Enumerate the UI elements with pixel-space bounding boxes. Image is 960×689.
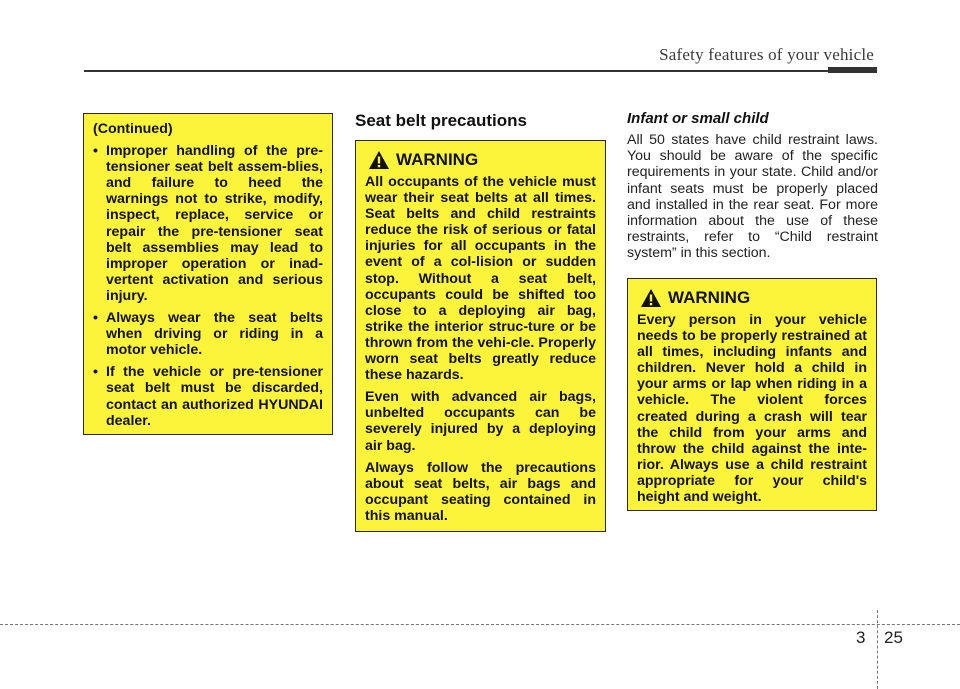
header-rule [84, 70, 828, 72]
warning-paragraph: Every person in your vehicle needs to be properly restrained at all times, including infants and children. Never hold a child in your arms or lap when riding in a vehicle. The violent forces created during a crash will tear the child from your arms and throw the child against the inte-rior. Always use a child restraint appropriate for your child's height and weight. [637, 312, 867, 506]
warning-label: WARNING [668, 288, 751, 307]
bullet-text: If the vehicle or pre-tensioner seat belt must be discarded, contact an authorized HYUNDAI dealer. [106, 364, 323, 429]
bullet-icon: • [93, 310, 98, 327]
list-item [93, 364, 323, 428]
bullet-text: Always wear the seat belts when driving or riding in a motor vehicle. [106, 310, 323, 359]
continued-box [83, 113, 333, 435]
warning-triangle-icon [368, 150, 390, 170]
warning-paragraph: All occupants of the vehicle must wear their seat belts at all times. Seat belts and child restraints reduce the risk of serious or fatal injuries for all occupants in the event of a col-lision or sudden stop. Without a seat belt, occupants could be shifted too close to a deploying air bag, strike the interior struc-ture or be thrown from the vehi-cle. Properly worn seat belts greatly reduce these hazards. [365, 174, 596, 384]
warning-label: WARNING [396, 150, 479, 169]
warning-header [637, 287, 867, 309]
footer-rule [0, 624, 960, 625]
warning-header [365, 149, 596, 171]
list-item [93, 310, 323, 358]
infant-heading: Infant or small child [627, 110, 769, 127]
seat-belt-precautions-heading: Seat belt precautions [355, 111, 527, 130]
seat-belt-warning-box [355, 140, 606, 532]
page-number: 25 [884, 628, 903, 647]
continued-heading: (Continued) [93, 121, 173, 137]
chapter-number: 3 [856, 628, 866, 647]
warning-paragraph: Always follow the precautions about seat belts, air bags and occupant seating contained in this manual. [365, 459, 596, 524]
infant-body-text: All 50 states have child restraint laws. You should be aware of the specific requirements in your state. Child and/or infant seats must be properly placed and installed in the rear seat. For more information about the use of these restraints, refer to “Child restraint system” in this section. [627, 132, 878, 262]
warning-paragraph: Even with advanced air bags, unbelted occupants can be severely injured by a deploying air bag. [365, 389, 596, 454]
bullet-icon: • [93, 143, 98, 160]
list-item [93, 143, 323, 304]
child-warning-box [627, 278, 877, 511]
header-rule-accent [828, 67, 877, 73]
bullet-icon: • [93, 364, 98, 381]
section-title: Safety features of your vehicle [659, 45, 874, 64]
bullet-text: Improper handling of the pre-tensioner seat belt assem-blies, and failure to heed the warnings not to strike, modify, inspect, replace, service or repair the pre-tensioner seat belt assemblies may lead to improper operation or inad-vertent activation and serious injury. [106, 143, 323, 304]
footer-divider [877, 610, 878, 689]
warning-triangle-icon [640, 288, 662, 308]
